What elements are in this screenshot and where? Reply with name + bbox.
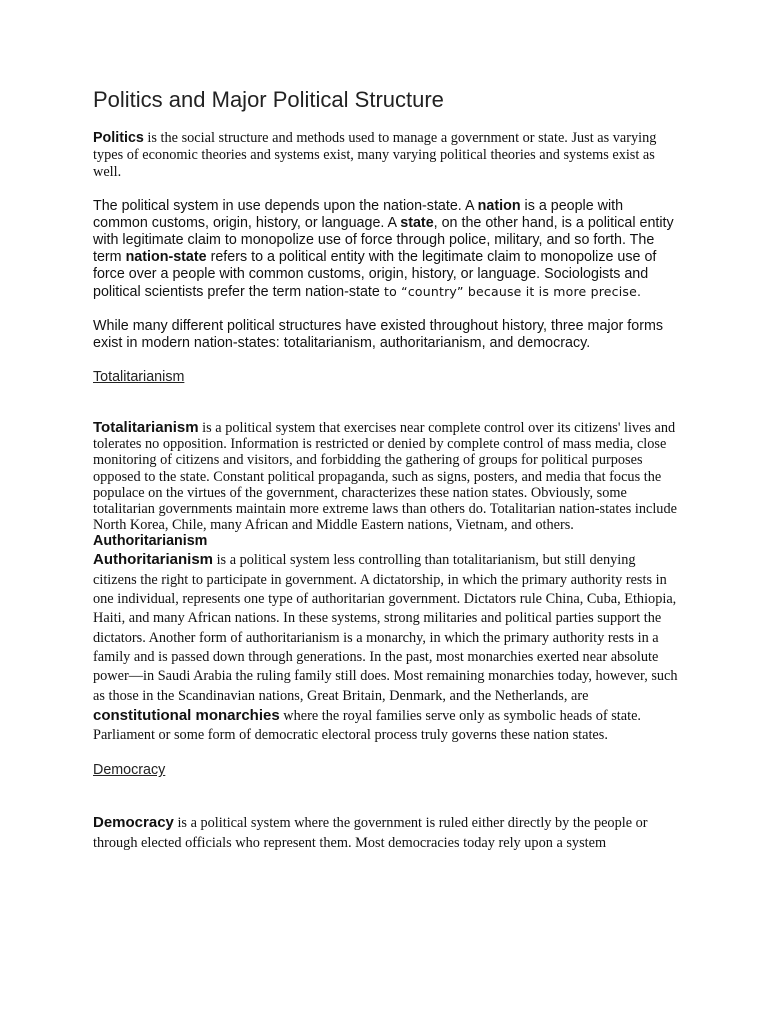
term-state: state	[400, 215, 434, 231]
paragraph-nation-state	[93, 198, 678, 301]
paragraph-politics-text: is the social structure and methods used to manage a government or state. Just as varying types of economic theories and systems exist, many varying political theories and systems exist as well.	[93, 130, 657, 180]
term-politics: Politics	[93, 130, 144, 146]
text-segment: , on the other hand, is a political entity with legitimate claim to monopolize use of force through police, military, and so forth. The term	[93, 215, 674, 265]
heading-democracy: Democracy	[93, 762, 166, 779]
term-authoritarianism: Authoritarianism	[93, 551, 214, 569]
term-totalitarianism: Totalitarianism	[93, 419, 199, 436]
text-segment: is a people with common customs, origin, history, or language. A	[93, 198, 624, 231]
heading-authoritarianism: Authoritarianism	[93, 533, 208, 550]
paragraph-politics	[93, 130, 678, 181]
paragraph-three-forms: While many different political structures have existed throughout history, three major forms exist in modern nation-states: totalitarianism, authoritarianism, and democracy.	[93, 318, 664, 351]
term-constitutional-monarchies: constitutional monarchies	[93, 706, 280, 724]
paragraph-democracy	[93, 813, 678, 853]
paragraph-democracy-text: is a political system where the government is ruled either directly by the people or through elected officials who represent them. Most democracies today rely upon a system	[93, 815, 648, 851]
text-segment-tail: to “country” because it is more precise.	[379, 284, 642, 299]
term-nation: nation	[477, 198, 521, 214]
heading-totalitarianism: Totalitarianism	[93, 369, 185, 385]
term-nation-state: nation-state	[125, 249, 207, 265]
document-page	[93, 86, 678, 853]
text-segment: The political system in use depends upon the nation-state. A	[93, 198, 478, 214]
text-segment: is a political system less controlling than totalitarianism, but still denying citizens the right to participate in government. A dictatorship, in which the primary authority rests in one individual, represents one type of authoritarian government. Dictators rule China, Cuba, Ethiopia, Haiti, and many African nations. In these systems, strong militaries and political parties support the dictators. Another form of authoritarianism is a monarchy, in which the primary authority rests in a family and is passed down through generations. In the past, most monarchies exerted near absolute power—in Saudi Arabia the ruling family still does. Most remaining monarchies today, however, such as those in the Scandinavian nations, Great Britain, Denmark, and the Netherlands, are	[93, 552, 678, 704]
page-title: Politics and Major Political Structure	[93, 87, 444, 112]
paragraph-totalitarianism-text: is a political system that exercises near complete control over its citizens' lives and tolerates no opposition. Information is restricted or denied by complete control of mass media, close monitoring of citizens and visitors, and forbidding the gathering of groups for political purposes opposed to the state. Constant political propaganda, such as signs, posters, and media that focus the populace on the virtues of the government, characterizes these nation states. Obviously, some totalitarian governments maintain more extreme laws than others do. Totalitarian nation-states include North Korea, Chile, many African and Middle Eastern nations, Vietnam, and others.	[93, 420, 677, 534]
term-democracy: Democracy	[93, 814, 174, 832]
text-segment: where the royal families serve only as symbolic heads of state. Parliament or some form of democratic electoral process truly governs these nation states.	[93, 707, 641, 744]
text-segment: refers to a political entity with the legitimate claim to monopolize use of force over a people with common customs, origin, history, or language. Sociologists and political scientists prefer the term nation-state	[93, 249, 657, 300]
paragraph-authoritarianism	[93, 550, 678, 745]
paragraph-totalitarianism	[93, 420, 678, 533]
